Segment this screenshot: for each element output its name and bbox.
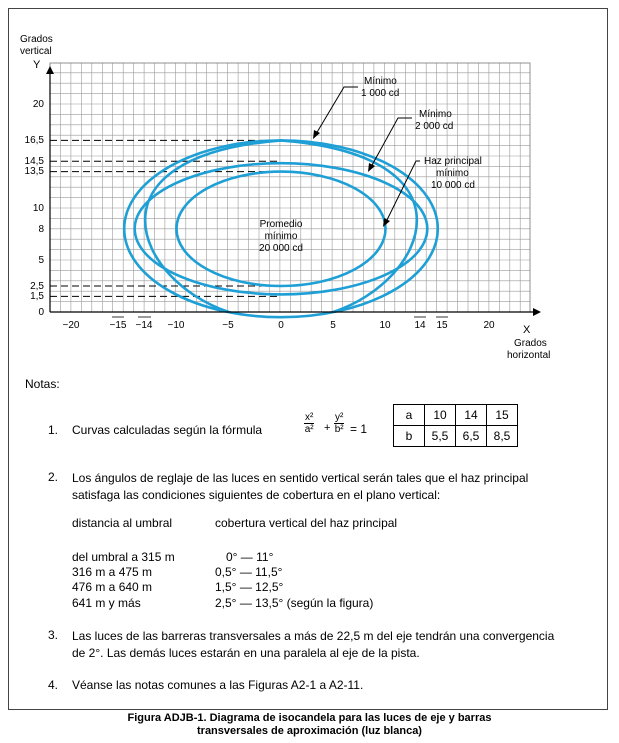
y-tick-label: 14,5 — [24, 156, 44, 167]
arrowhead-1000 — [313, 130, 320, 139]
x-axis-title-line1: Grados — [514, 338, 547, 349]
x-tick-label: −20 — [62, 320, 80, 331]
x-tick-label: 15 — [436, 320, 448, 331]
coverage-row: 2,5° — 13,5° (según la figura) — [215, 596, 374, 610]
x-tick-label: −14 — [135, 320, 153, 331]
note-4-number: 4. — [48, 678, 59, 692]
label-haz-line1: Haz principal — [424, 156, 482, 167]
ab-cell: 6,5 — [456, 426, 487, 447]
coverage-row: 0° — 11° — [226, 550, 274, 564]
ab-cell: a — [394, 405, 425, 426]
distance-row: 316 m a 475 m — [72, 565, 153, 579]
coverage-row: 0,5° — 11,5° — [215, 565, 283, 579]
label-avg-line2: mínimo — [264, 231, 298, 242]
ab-cell: 15 — [487, 405, 518, 426]
label-min-2000-line1: Mínimo — [419, 109, 452, 120]
label-haz-line3: 10 000 cd — [431, 180, 475, 191]
distance-row: 476 m a 640 m — [72, 580, 153, 594]
caption-line-2: transversales de aproximación (luz blanca) — [197, 725, 422, 737]
ab-table — [393, 404, 518, 447]
ab-cell: b — [394, 426, 425, 447]
isocandela-diagram — [0, 0, 619, 370]
y-tick-label: 5 — [38, 255, 44, 266]
formula-plus: + — [324, 422, 331, 434]
axes — [46, 66, 541, 316]
ab-cell: 14 — [456, 405, 487, 426]
distance-row: del umbral a 315 m — [72, 550, 175, 564]
x-tick-label: 10 — [379, 320, 391, 331]
ab-cell: 10 — [425, 405, 456, 426]
y-axis-title-line1: Grados — [20, 34, 53, 45]
y-axis-letter: Y — [33, 59, 41, 71]
note-4-text: Véanse las notas comunes a las Figuras A2-1 a A2-11. — [72, 678, 364, 692]
x-axis-title-line2: horizontal — [507, 350, 551, 361]
y-tick-label: 8 — [38, 224, 44, 235]
distance-header: distancia al umbral — [72, 516, 173, 530]
x-tick-label: −10 — [167, 320, 185, 331]
note-2-text: Los ángulos de reglaje de las luces en sentido vertical serán tales que el haz principal satisfaga las condiciones siguientes de cobertura en el plano vertical: — [72, 471, 529, 502]
label-min-1000-line1: Mínimo — [364, 76, 397, 87]
formula-equals: = 1 — [350, 422, 368, 436]
note-3-text: Las luces de las barreras transversales a más de 22,5 m del eje tendrán una convergencia de 2°. Las demás luces estarán en una paralela al eje de la pista. — [72, 629, 555, 660]
x-axis-letter: X — [523, 324, 531, 336]
label-avg-line1: Promedio — [259, 219, 303, 230]
distance-row: 641 m y más — [72, 596, 141, 610]
ab-table-row-a — [394, 405, 518, 426]
label-avg-line3: 20 000 cd — [259, 243, 303, 254]
x-tick-label: −5 — [222, 320, 234, 331]
x-tick-label: 14 — [414, 320, 426, 331]
x-tick-label: 0 — [278, 320, 284, 331]
caption-line-1: Figura ADJB-1. Diagrama de isocandela para las luces de eje y barras — [127, 712, 492, 724]
x-tick-label: 5 — [330, 320, 336, 331]
y-axis-arrow — [46, 66, 54, 74]
y-tick-label: 13,5 — [24, 166, 44, 177]
y-tick-label: 1,5 — [30, 291, 44, 302]
formula-y-fraction — [334, 412, 344, 435]
arrow-1000 — [316, 87, 358, 134]
x-axis-arrow — [533, 308, 541, 316]
note-1-number: 1. — [48, 423, 59, 437]
formula-x: x² — [305, 412, 314, 423]
label-haz-line2: mínimo — [436, 168, 469, 179]
y-tick-label: 0 — [38, 307, 44, 318]
x-tick-label: 20 — [483, 320, 495, 331]
y-tick-label: 20 — [32, 99, 44, 110]
note-2-number: 2. — [48, 470, 59, 484]
ab-table-row-b — [394, 426, 518, 447]
ab-cell: 5,5 — [425, 426, 456, 447]
ab-cell: 8,5 — [487, 426, 518, 447]
coverage-row: 1,5° — 12,5° — [215, 580, 284, 594]
x-tick-label: −15 — [109, 320, 127, 331]
label-min-1000-line2: 1 000 cd — [361, 88, 400, 99]
figure-caption — [0, 712, 619, 738]
y-axis-title-line2: vertical — [20, 46, 52, 57]
notes-title: Notas: — [25, 377, 60, 391]
note-1-text: Curvas calculadas según la fórmula — [72, 423, 263, 437]
y-tick-label: 10 — [32, 203, 44, 214]
formula-a: a² — [304, 424, 314, 435]
label-min-2000-line2: 2 000 cd — [415, 121, 454, 132]
note-3-number: 3. — [48, 628, 59, 642]
y-tick-label: 2,5 — [30, 281, 44, 292]
formula-x-fraction — [304, 412, 314, 435]
y-tick-label: 16,5 — [24, 135, 44, 146]
formula-y: y² — [335, 412, 344, 423]
coverage-header: cobertura vertical del haz principal — [215, 516, 398, 530]
formula-b: b² — [334, 424, 344, 435]
